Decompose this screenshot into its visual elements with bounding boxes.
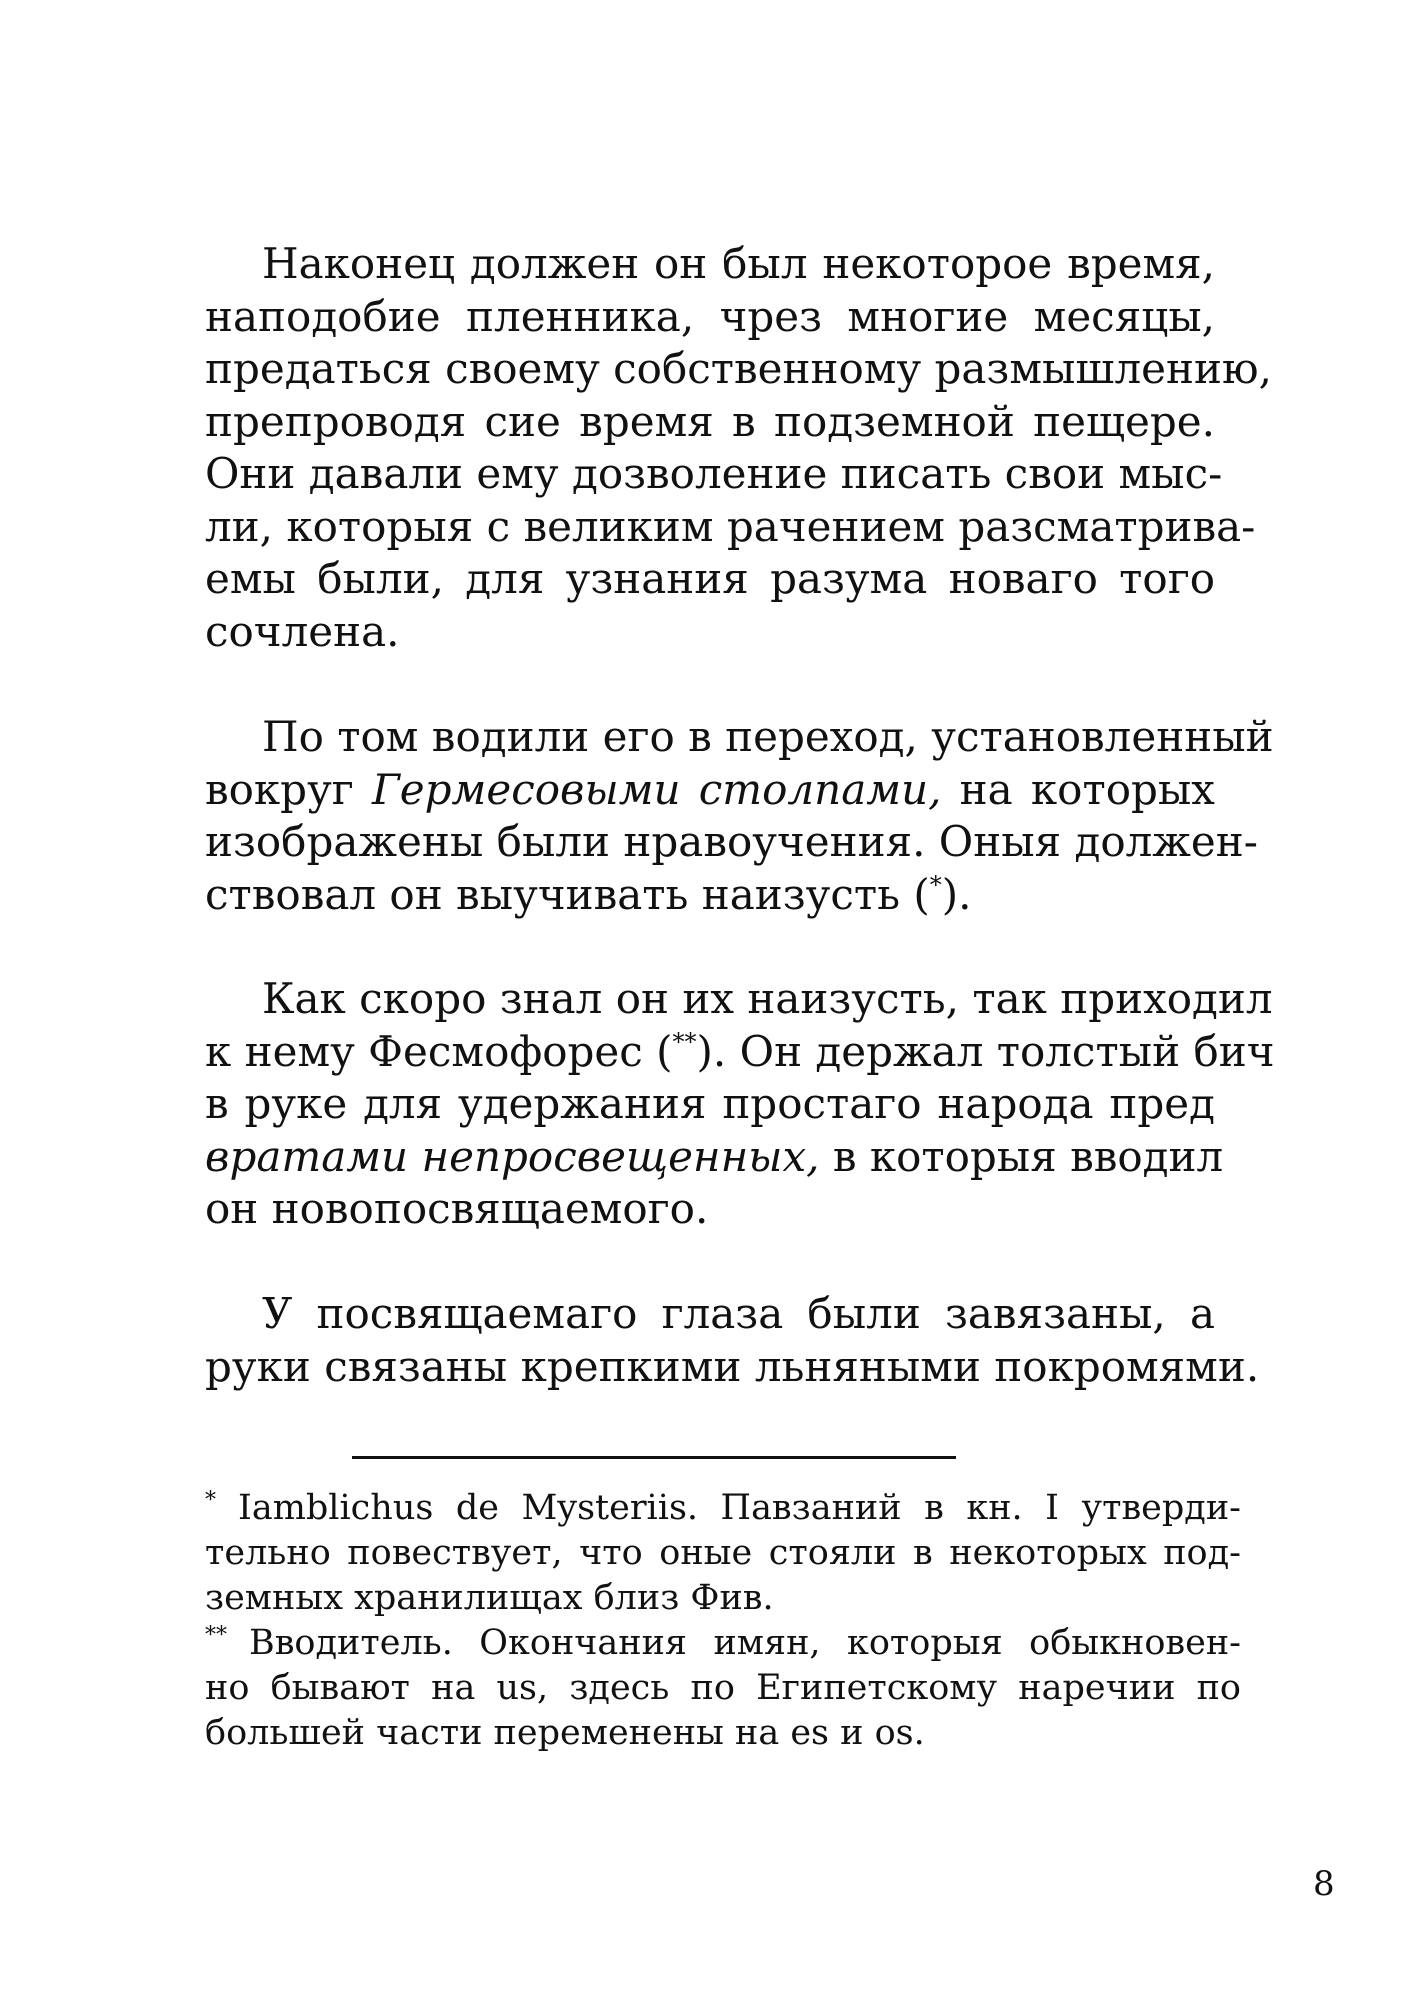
footnote-divider [352,1456,956,1459]
text-line: он новопосвящаемого. [205,1184,709,1233]
text-run: в которыя вводил [819,1131,1224,1181]
text-line: сочлена. [205,606,400,656]
footnote-reference: ** [672,1027,697,1056]
paragraph-4 [205,1288,1260,1393]
text-run: на которых [941,764,1215,814]
footnote-line: но бывают на us, здесь по Египетскому наречии по [205,1668,1241,1708]
text-line: в руке для удержания простаго народа пред [205,1079,1215,1128]
footnote-mark: ** [205,1623,227,1648]
text-run: к нему Фесмофорес ( [205,1026,673,1076]
text-line: предаться своему собственному размышлению, [205,344,1272,393]
page-number: 8 [1313,1864,1335,1904]
text-line: Они давали ему дозволение писать свои мыс- [205,449,1223,498]
text-line [205,869,1215,922]
text-line: руки связаны крепкими льняными покромями. [205,1341,1260,1391]
footnote-1 [205,1486,1241,1621]
paragraph-1 [205,238,1272,658]
text-run: ). [941,869,972,919]
text-run: ствовал он выучивать наизусть ( [205,869,930,919]
text-line: емы были, для узнания разума новаго того [205,554,1215,603]
text-line: наподобие пленника, чрез многие месяцы, [205,291,1215,341]
text-line: По том водили его в переход, установленный [262,712,1274,761]
footnote-mark: * [205,1488,216,1513]
paragraph-3 [205,973,1275,1236]
footnote-line: земных хранилищах близ Фив. [205,1578,774,1618]
text-line: изображены были нравоучения. Оныя должен- [205,817,1258,866]
text-line [205,1026,1275,1079]
footnote-line: тельно повествует, что оные стояли в некоторых под- [205,1533,1241,1573]
text-line: препроводя сие время в подземной пещере. [205,396,1215,446]
footnote-reference: * [929,870,942,899]
text-run: вокруг [205,764,372,814]
text-run: Iamblichus de Mysteriis. Павзаний в кн. I утверди- [238,1488,1241,1528]
text-line: Как скоро знал он их наизусть, так приходил [262,974,1273,1023]
text-run: ). Он держал толстый бич [696,1026,1275,1076]
footnotes [205,1486,1241,1756]
paragraph-2 [205,711,1274,921]
text-line [205,1131,1224,1184]
text-line: Наконец должен он был некоторое время, [262,239,1215,288]
italic-phrase: Гермесовыми столпами, [372,764,942,814]
footnote-2 [205,1621,1241,1756]
footnote-line [205,1621,1241,1666]
text-line: ли, которыя с великим рачением разсматрива- [205,501,1256,551]
italic-phrase: вратами непросвещенных, [205,1131,820,1181]
footnote-line [205,1486,1241,1531]
text-line: У посвящаемаго глаза были завязаны, а [262,1289,1215,1338]
text-line [205,764,1215,817]
footnote-line: большей части переменены на es и os. [205,1713,925,1753]
text-run: Вводитель. Окончания имян, которыя обыкновен- [249,1623,1241,1663]
